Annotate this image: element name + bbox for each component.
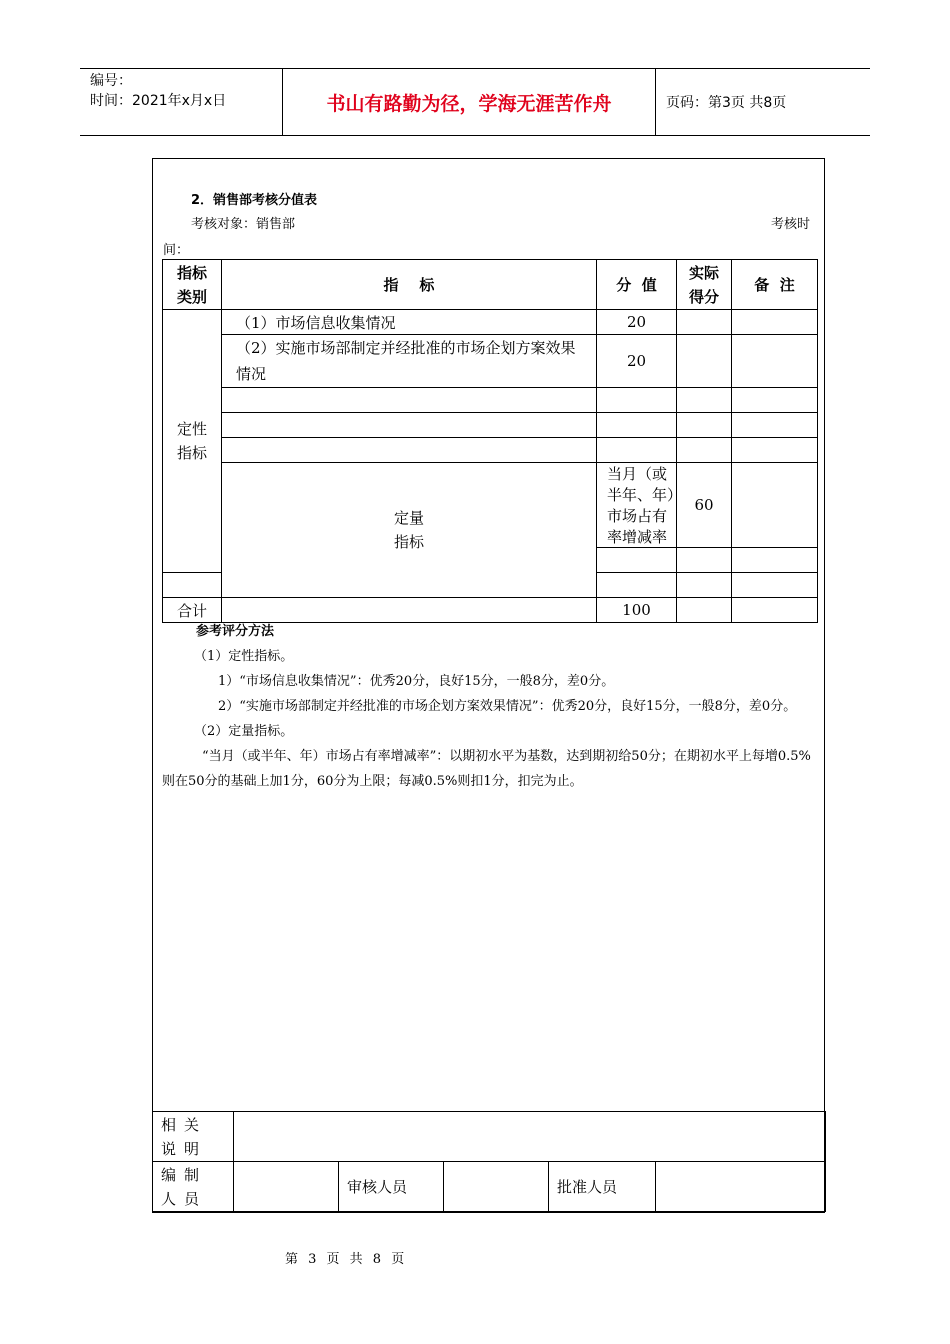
editor-label: 编制人员 <box>153 1162 234 1212</box>
editor-value[interactable] <box>234 1162 339 1212</box>
qualitative-item-2: 2）“实施市场部制定并经批准的市场企划方案效果情况”：优秀20分，良好15分，一般8分，差0分。 <box>218 699 797 714</box>
qualitative-item-1: 1）“市场信息收集情况”：优秀20分，良好15分，一般8分，差0分。 <box>218 674 615 689</box>
header-remark: 备 注 <box>732 260 818 310</box>
score-cell[interactable] <box>597 438 677 463</box>
content-frame <box>152 158 825 1213</box>
quantitative-heading: （2）定量指标。 <box>194 724 294 739</box>
indicator-cell[interactable] <box>222 413 597 438</box>
number-label: 编号： <box>90 73 132 89</box>
remark-cell[interactable] <box>732 413 818 438</box>
reviewer-label: 审核人员 <box>339 1162 444 1212</box>
quantitative-text: “当月（或半年、年）市场占有率增减率”：以期初水平为基数，达到期初给50分；在期初水平上每增0.5%则在50分的基础上加1分，60分为上限；每减0.5%则扣1分，扣完为止。 <box>162 749 811 789</box>
indicator-cell[interactable] <box>222 388 597 413</box>
approver-label: 批准人员 <box>549 1162 656 1212</box>
remark-cell[interactable] <box>732 438 818 463</box>
indicator-cell[interactable] <box>222 438 597 463</box>
quantitative-category: 定量指标 <box>222 463 597 598</box>
header-category: 指标类别 <box>163 260 222 310</box>
approver-value[interactable] <box>656 1162 826 1212</box>
section-title: 2．销售部考核分值表 <box>191 193 318 208</box>
header-actual: 实际得分 <box>677 260 732 310</box>
actual-cell[interactable] <box>677 573 732 598</box>
actual-cell[interactable] <box>732 463 818 548</box>
table-row <box>163 388 818 413</box>
assessment-time-label: 考核时 <box>770 217 810 232</box>
indicator-cell: （2）实施市场部制定并经批准的市场企划方案效果情况 <box>222 335 597 388</box>
actual-cell[interactable] <box>677 310 732 335</box>
scoring-method <box>162 619 817 794</box>
table-row <box>163 438 818 463</box>
table-row <box>163 463 818 548</box>
remark-cell[interactable] <box>732 573 818 598</box>
remark-cell[interactable] <box>732 388 818 413</box>
assessment-time-label-cont: 间： <box>163 243 190 258</box>
remark-cell[interactable] <box>732 310 818 335</box>
indicator-cell: 当月（或半年、年）市场占有率增减率 <box>597 463 677 548</box>
related-notes-value[interactable] <box>234 1112 826 1162</box>
table-header-row <box>163 260 818 310</box>
score-cell[interactable] <box>677 548 732 573</box>
table-row <box>163 413 818 438</box>
header-meta <box>80 69 282 135</box>
table-row <box>163 335 818 388</box>
indicator-cell[interactable] <box>163 573 222 598</box>
score-cell: 20 <box>597 310 677 335</box>
score-cell[interactable] <box>597 388 677 413</box>
qualitative-heading: （1）定性指标。 <box>194 649 294 664</box>
score-cell[interactable] <box>597 573 677 598</box>
signoff-row <box>153 1162 826 1212</box>
document-header <box>80 68 870 136</box>
score-cell: 60 <box>677 463 732 548</box>
related-notes-label: 相关说明 <box>153 1112 234 1162</box>
reviewer-value[interactable] <box>444 1162 549 1212</box>
header-indicator: 指 标 <box>222 260 597 310</box>
remark-cell[interactable] <box>732 335 818 388</box>
score-cell[interactable] <box>597 413 677 438</box>
method-title: 参考评分方法 <box>196 624 275 639</box>
actual-cell[interactable] <box>677 388 732 413</box>
page-footer: 第 3 页 共 8 页 <box>285 1252 408 1267</box>
date-label: 时间：2021年x月x日 <box>90 93 227 109</box>
total-label: 合计 <box>163 598 222 623</box>
related-notes-row <box>153 1112 826 1162</box>
signoff-table <box>152 1111 826 1212</box>
qualitative-category: 定性指标 <box>163 310 222 573</box>
score-cell: 20 <box>597 335 677 388</box>
indicator-cell: （1）市场信息收集情况 <box>222 310 597 335</box>
indicator-cell[interactable] <box>597 548 677 573</box>
page-indicator: 页码：第3页 共8页 <box>666 95 787 111</box>
assessment-target: 考核对象：销售部 <box>191 217 296 232</box>
score-table <box>162 259 818 623</box>
actual-cell[interactable] <box>677 335 732 388</box>
header-score: 分 值 <box>597 260 677 310</box>
total-score: 100 <box>597 598 677 623</box>
header-motto: 书山有路勤为径，学海无涯苦作舟 <box>282 69 656 135</box>
actual-cell[interactable] <box>677 413 732 438</box>
table-row <box>163 310 818 335</box>
actual-cell[interactable] <box>732 548 818 573</box>
actual-cell[interactable] <box>677 438 732 463</box>
